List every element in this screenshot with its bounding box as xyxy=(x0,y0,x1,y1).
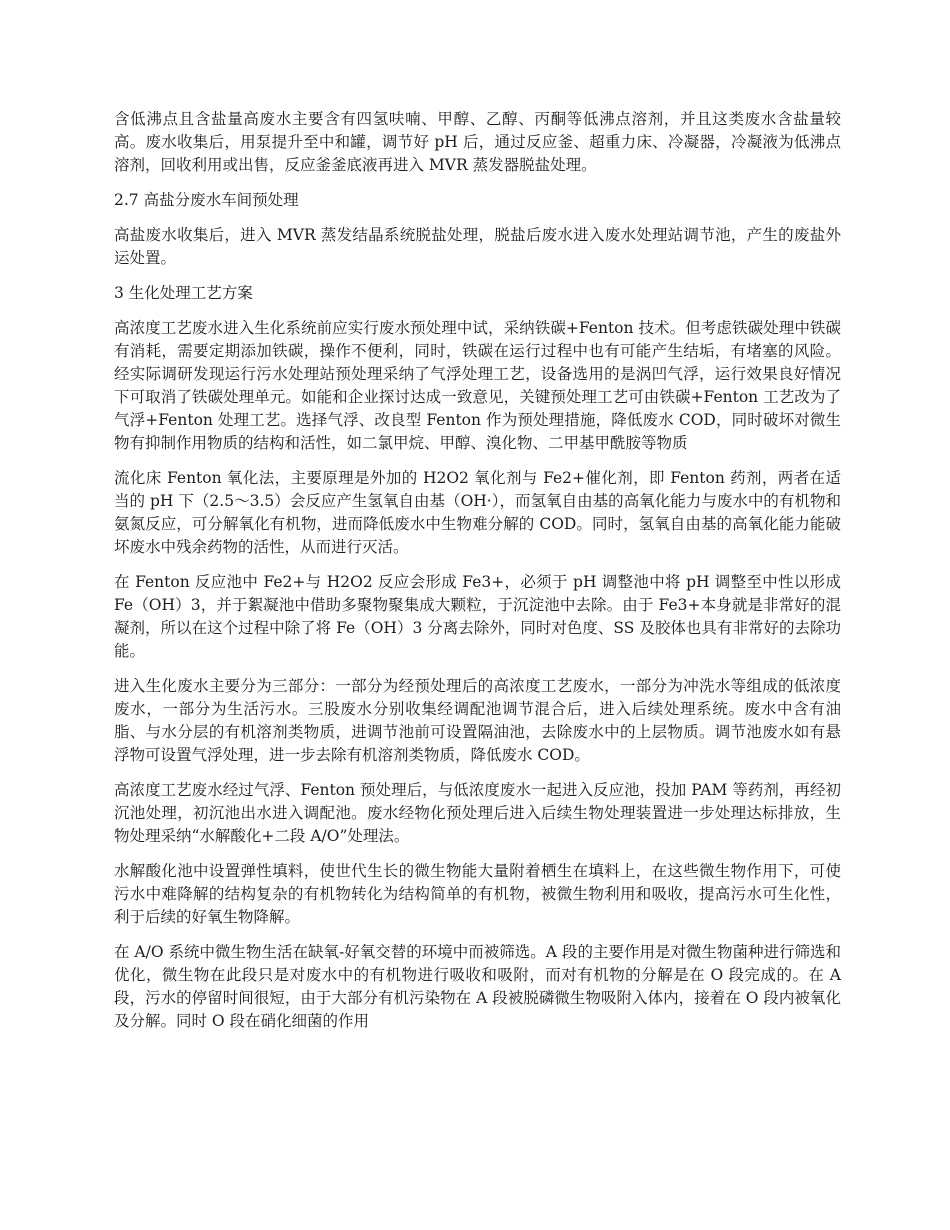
paragraph-high-salt-wastewater: 高盐废水收集后，进入 MVR 蒸发结晶系统脱盐处理，脱盐后废水进入废水处理站调节池，产生的废盐外运处置。 xyxy=(114,226,841,267)
paragraph-ao-system: 在 A/O 系统中微生物生活在缺氧-好氧交替的环境中而被筛选。A 段的主要作用是对微生物菌种进行筛选和优化，微生物在此段只是对废水中的有机物进行吸收和吸附，而对有机物的分解是在 O 段完成的。在 A 段，污水的停留时间很短，由于大部分有机污染物在 A 段被脱磷微生物吸附入体内，接着在 O 段内被氧化及分解。同时 O 段在硝化细菌的作用 xyxy=(114,943,841,1030)
paragraph-pretreatment-pilot: 高浓度工艺废水进入生化系统前应实行废水预处理中试，采纳铁碳+Fenton 技术。但考虑铁碳处理中铁碳有消耗，需要定期添加铁碳，操作不便利，同时，铁碳在运行过程中也有可能产生结垢，有堵塞的风险。经实际调研发现运行污水处理站预处理采纳了气浮处理工艺，设备选用的是涡凹气浮，运行效果良好情况下可取消了铁碳处理单元。如能和企业探讨达成一致意见，关键预处理工艺可由铁碳+Fenton 工艺改为了气浮+Fenton 处理工艺。选择气浮、改良型 Fenton 作为预处理措施，降低废水 COD，同时破坏对微生物有抑制作用物质的结构和活性，如二氯甲烷、甲醇、溴化物、二甲基甲酰胺等物质 xyxy=(114,319,841,452)
paragraph-high-concentration-process: 高浓度工艺废水经过气浮、Fenton 预处理后，与低浓度废水一起进入反应池，投加 PAM 等药剂，再经初沉池处理，初沉池出水进入调配池。废水经物化预处理后进入后续生物处理装置进一步处理达标排放，生物处理采纳“水解酸化+二段 A/O”处理法。 xyxy=(114,781,841,845)
paragraph-hydrolysis-acidification: 水解酸化池中设置弹性填料，使世代生长的微生物能大量附着栖生在填料上，在这些微生物作用下，可使污水中难降解的结构复杂的有机物转化为结构简单的有机物，被微生物利用和吸收，提高污水可生化性，利于后续的好氧生物降解。 xyxy=(114,862,841,926)
paragraph-fluidized-fenton: 流化床 Fenton 氧化法，主要原理是外加的 H2O2 氧化剂与 Fe2+催化剂，即 Fenton 药剂，两者在适当的 pH 下（2.5～3.5）会反应产生氢氧自由基（OH·），而氢氧自由基的高氧化能力与废水中的有机物和氨氮反应，可分解氧化有机物，进而降低废水中生物难分解的 COD。同时，氢氧自由基的高氧化能力能破坏废水中残余药物的活性，从而进行灭活。 xyxy=(114,469,841,556)
section-heading-3: 3 生化处理工艺方案 xyxy=(114,284,253,302)
paragraph-low-boiling-wastewater: 含低沸点且含盐量高废水主要含有四氢呋喃、甲醇、乙醇、丙酮等低沸点溶剂，并且这类废水含盐量较高。废水收集后，用泵提升至中和罐，调节好 pH 后，通过反应釜、超重力床、冷凝器，冷凝液为低沸点溶剂，回收利用或出售，反应釜釜底液再进入 MVR 蒸发器脱盐处理。 xyxy=(114,110,841,174)
document-body xyxy=(114,108,841,1045)
paragraph-biochemical-inflow: 进入生化废水主要分为三部分：一部分为经预处理后的高浓度工艺废水，一部分为冲洗水等组成的低浓度废水，一部分为生活污水。三股废水分别收集经调配池调节混合后，进入后续处理系统。废水中含有油脂、与水分层的有机溶剂类物质，进调节池前可设置隔油池，去除废水中的上层物质。调节池废水如有悬浮物可设置气浮处理，进一步去除有机溶剂类物质，降低废水 COD。 xyxy=(114,677,841,764)
paragraph-fenton-reaction-tank: 在 Fenton 反应池中 Fe2+与 H2O2 反应会形成 Fe3+，必须于 pH 调整池中将 pH 调整至中性以形成 Fe（OH）3，并于絮凝池中借助多聚物聚集成大颗粒，于沉淀池中去除。由于 Fe3+本身就是非常好的混凝剂，所以在这个过程中除了将 Fe（OH）3 分离去除外，同时对色度、SS 及胶体也具有非常好的去除功能。 xyxy=(114,573,841,660)
section-heading-2-7: 2.7 高盐分废水车间预处理 xyxy=(114,191,299,209)
